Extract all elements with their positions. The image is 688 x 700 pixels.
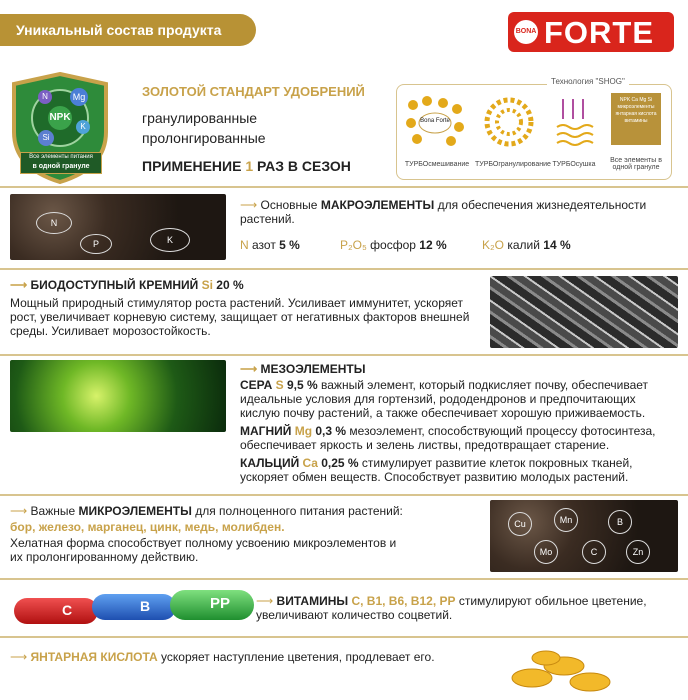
turbo-granulation-icon bbox=[481, 95, 537, 149]
technology-panel bbox=[396, 77, 672, 180]
micro-list: бор, железо, марганец, цинк, медь, молибден. bbox=[10, 520, 285, 534]
capsule-pp bbox=[170, 590, 254, 620]
capsule-b bbox=[92, 594, 176, 620]
intro-line2: пролонгированные bbox=[142, 130, 266, 146]
amber-desc: ускоряет наступление цветения, продлевает его. bbox=[157, 650, 435, 664]
s-name: СЕРА bbox=[240, 378, 276, 392]
apply-post: РАЗ В СЕЗОН bbox=[253, 158, 351, 174]
tech-label-2: ТУРБОгранулирование bbox=[475, 161, 551, 168]
macro-p bbox=[340, 238, 447, 252]
arrow-icon: ⟶ bbox=[240, 198, 261, 212]
p-name: фосфор bbox=[366, 238, 420, 252]
k-name: калий bbox=[504, 238, 544, 252]
logo-forte: FORTE bbox=[544, 15, 655, 50]
vitamin-capsules-icon bbox=[14, 588, 254, 628]
apply-pre: ПРИМЕНЕНИЕ bbox=[142, 158, 246, 174]
micro-label-mn: Mn bbox=[554, 508, 578, 532]
s-symbol: S bbox=[275, 378, 284, 392]
divider bbox=[0, 636, 688, 638]
divider bbox=[0, 494, 688, 496]
arrow-icon: ⟶ bbox=[10, 278, 31, 292]
npk-ball: NPK bbox=[48, 106, 72, 130]
s-text: важный элемент, который подкисляет почву, обеспечивает идеальные условия для гортензий, рододендронов и предпочитающих кислую почву растений, а также обеспечивает хорошую приживаемость. bbox=[240, 378, 649, 420]
mg-pct: 0,3 % bbox=[312, 424, 347, 438]
p-pct: 12 % bbox=[419, 238, 447, 252]
silicon-photo bbox=[490, 276, 678, 348]
divider bbox=[0, 268, 688, 270]
brand-logo bbox=[508, 12, 674, 52]
amber-text bbox=[10, 650, 435, 664]
k-symbol: K₂O bbox=[482, 238, 504, 252]
silicon-title bbox=[10, 278, 244, 292]
n-symbol: N bbox=[240, 238, 249, 252]
apply-num: 1 bbox=[245, 158, 254, 174]
arrow-icon: ⟶ bbox=[10, 650, 31, 664]
s-pct: 9,5 % bbox=[283, 378, 318, 392]
meso-title-text: МЕЗОЭЛЕМЕНТЫ bbox=[260, 362, 366, 376]
k-pct: 14 % bbox=[543, 238, 571, 252]
micro-label-cu: Cu bbox=[508, 512, 532, 536]
ca-pct: 0,25 % bbox=[317, 456, 359, 470]
tech-title: Технология "SHOG" bbox=[547, 77, 629, 86]
micro-lead: Важные bbox=[30, 504, 79, 518]
soil-label-n: N bbox=[36, 212, 72, 234]
soil-label-k: K bbox=[150, 228, 190, 252]
soil-label-p: P bbox=[80, 234, 112, 254]
amber-title: ЯНТАРНАЯ КИСЛОТА bbox=[30, 650, 158, 664]
ribbon-line1: Все элементы питания bbox=[29, 154, 93, 160]
tech-label-1: ТУРБОсмешивание bbox=[404, 161, 470, 168]
badge-ribbon bbox=[20, 152, 102, 174]
micro-label-c: C bbox=[582, 540, 606, 564]
p-symbol: P₂O₅ bbox=[340, 238, 367, 252]
arrow-icon: ⟶ bbox=[10, 504, 31, 518]
divider bbox=[0, 354, 688, 356]
turbo-mixing-icon bbox=[403, 95, 467, 149]
k-ball: K bbox=[76, 120, 90, 134]
soil-photo bbox=[10, 194, 226, 260]
vitamins-title: ВИТАМИНЫ bbox=[276, 594, 352, 608]
mg-name: МАГНИЙ bbox=[240, 424, 295, 438]
micro-desc: Хелатная форма способствует полному усвоению микроэлементов и их пролонгированному действию. bbox=[10, 536, 397, 564]
npk-badge-icon bbox=[8, 72, 112, 184]
vitamins-text bbox=[256, 594, 676, 622]
micro-strong: МИКРОЭЛЕМЕНТЫ bbox=[78, 504, 192, 518]
capsule-c bbox=[14, 598, 98, 624]
mg-symbol: Mg bbox=[294, 424, 313, 438]
arrow-icon: ⟶ bbox=[240, 362, 261, 376]
all-in-one-granule: NPK Ca Mg Si микроэлементы янтарная кислота витамины bbox=[611, 93, 661, 145]
arrow-icon: ⟶ bbox=[256, 594, 277, 608]
mg-text: мезоэлемент, способствующий процессу фотосинтеза, обеспечивает яркость и зелень листвы, предотвращает старение. bbox=[240, 424, 656, 452]
cells-photo bbox=[10, 360, 226, 432]
macro-text bbox=[240, 198, 670, 226]
macro-strong: МАКРОЭЛЕМЕНТЫ bbox=[320, 198, 435, 212]
n-name: азот bbox=[248, 238, 280, 252]
n-pct: 5 % bbox=[279, 238, 300, 252]
section-title: Уникальный состав продукта bbox=[0, 14, 256, 46]
n-ball: N bbox=[38, 90, 52, 104]
mg-ball: Mg bbox=[70, 88, 88, 106]
intro-apply bbox=[142, 158, 351, 174]
micro-rest: для полноценного питания растений: bbox=[191, 504, 403, 518]
micro-label-mo: Mo bbox=[534, 540, 558, 564]
micro-label-b: B bbox=[608, 510, 632, 534]
ribbon-line2: в одной грануле bbox=[32, 163, 90, 170]
macro-lead: Основные bbox=[260, 198, 321, 212]
si-title: БИОДОСТУПНЫЙ КРЕМНИЙ bbox=[30, 278, 202, 292]
capsule-c-label: C bbox=[62, 602, 73, 618]
turbo-drying-icon bbox=[553, 95, 597, 149]
ca-name: КАЛЬЦИЙ bbox=[240, 456, 303, 470]
meso-title bbox=[240, 362, 366, 376]
vitamins-desc: стимулируют обильное цветение, увеличивают количество соцветий. bbox=[256, 594, 647, 622]
capsule-b-label: B bbox=[140, 598, 151, 614]
micro-soil-photo bbox=[490, 500, 678, 572]
macro-rest: для обеспечения жизнедеятельности растений. bbox=[240, 198, 647, 226]
macro-n bbox=[240, 238, 300, 252]
ca-text: стимулирует развитие клеток покровных тканей, ускоряет обмен веществ. Способствует развитию молодых растений. bbox=[240, 456, 633, 484]
micro-label-zn: Zn bbox=[626, 540, 650, 564]
macro-k bbox=[482, 238, 571, 252]
ca-symbol: Ca bbox=[302, 456, 318, 470]
logo-bona: BONA bbox=[514, 20, 538, 44]
intro-line1: гранулированные bbox=[142, 110, 258, 126]
amber-capsules-icon bbox=[506, 644, 616, 694]
tech-mini-center: Bona Forte bbox=[420, 118, 450, 124]
micro-text bbox=[10, 504, 480, 518]
tech-label-3: ТУРБОсушка bbox=[552, 161, 596, 168]
si-pct: 20 % bbox=[216, 278, 244, 292]
meso-calcium bbox=[240, 456, 672, 484]
vitamins-list: С, В1, В6, В12, РР bbox=[351, 594, 456, 608]
meso-sulfur bbox=[240, 378, 672, 420]
capsule-pp-label: PP bbox=[210, 595, 231, 612]
tech-label-4: Все элементы в одной грануле bbox=[610, 157, 662, 171]
silicon-text: Мощный природный стимулятор роста растений. Усиливает иммунитет, ускоряет рост, увеличивает корневую систему, защищает от негативных факторов внешней среды. Усиливает морозостойкость. bbox=[10, 296, 470, 338]
meso-magnesium bbox=[240, 424, 672, 452]
si-symbol: Si bbox=[201, 278, 213, 292]
intro-title: ЗОЛОТОЙ СТАНДАРТ УДОБРЕНИЙ bbox=[142, 84, 365, 99]
si-ball: Si bbox=[38, 130, 54, 146]
divider bbox=[0, 578, 688, 580]
divider bbox=[0, 186, 688, 188]
